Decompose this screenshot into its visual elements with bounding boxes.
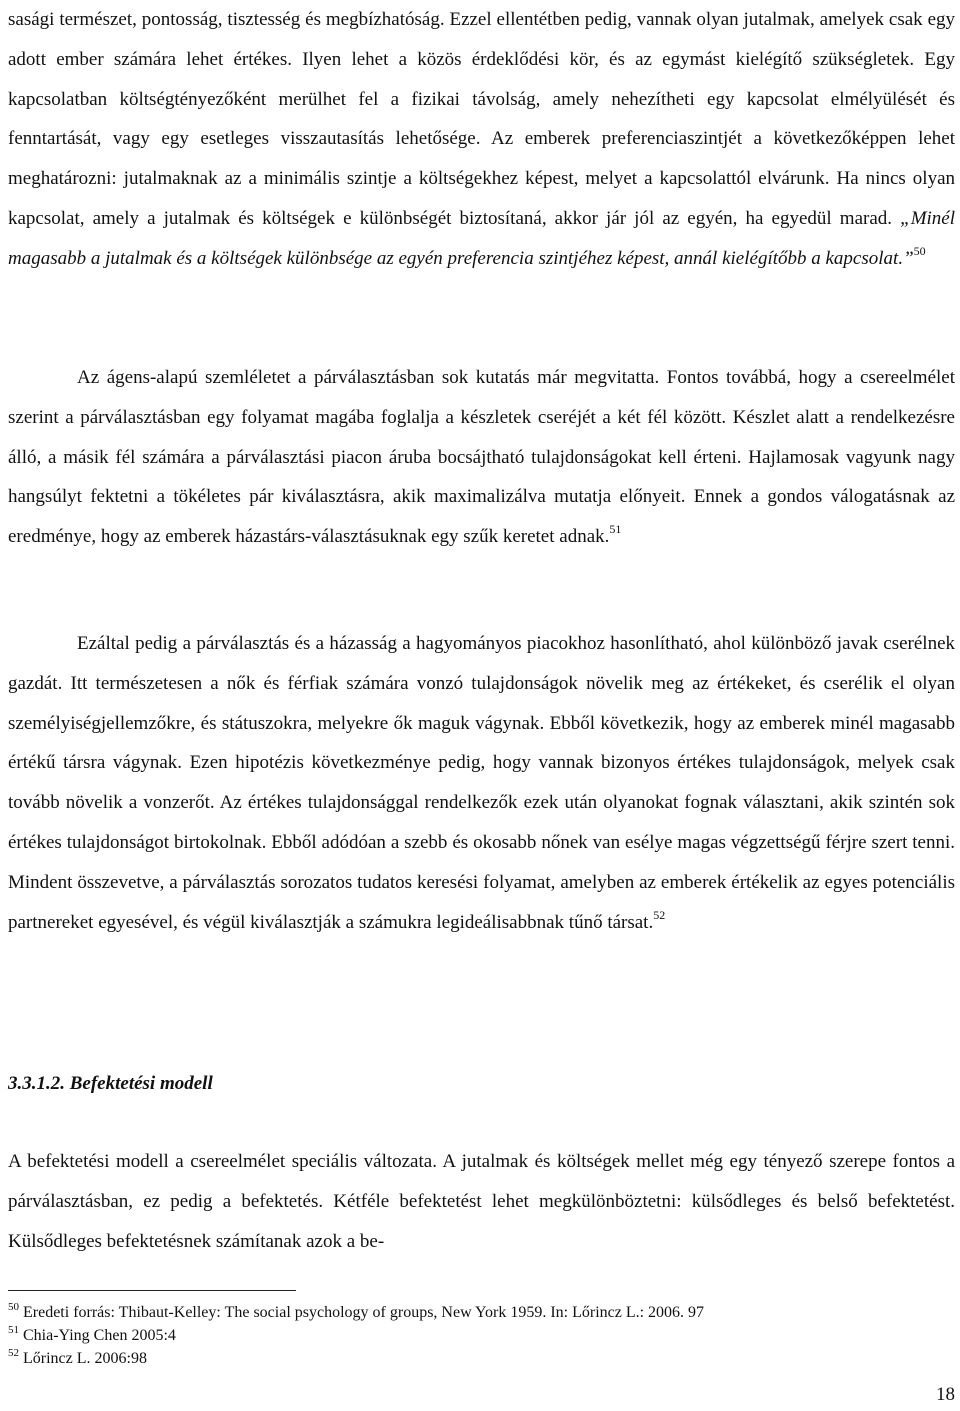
footnote-reference[interactable]: 51 xyxy=(609,522,622,537)
body-paragraph-1 xyxy=(8,0,955,279)
body-paragraph-4: A befektetési modell a csereelmélet speciális változata. A jutalmak és költségek mellet még egy tényező szerepe fontos a párválasztásban, ez pedig a befektetés. Kétféle befektetést lehet megkülönböztetni: külsődleges és belső befektetést. Külsődleges befektetésnek számítanak azok a be- xyxy=(8,1151,955,1252)
page-number: 18 xyxy=(936,1384,955,1405)
footnote-text: Chia-Ying Chen 2005:4 xyxy=(23,1327,176,1344)
body-paragraph-3 xyxy=(8,624,955,942)
footnote-text: Eredeti forrás: Thibaut-Kelley: The social psychology of groups, New York 1959. In: Lőrincz L.: 2006. 97 xyxy=(23,1304,705,1321)
footnote-separator xyxy=(8,1290,296,1291)
footnote-50 xyxy=(8,1302,704,1324)
paragraph-text: Ezáltal pedig a párválasztás és a házasság a hagyományos piacokhoz hasonlítható, ahol különböző javak cserélnek gazdát. Itt természetesen a nők és férfiak számára vonzó tulajdonságok növelik meg az értékeket, és cserélik el olyan személyiségjellemzőkre, és státuszokra, melyekre ők maguk vágynak. Ebből következik, hogy az emberek minél magasabb értékű társra vágynak. Ezen hipotézis következménye pedig, hogy vannak bizonyos értékes tulajdonságok, melyek csak tovább növelik a vonzerőt. Az értékes tulajdonsággal rendelkezők ezek után olyanokat fognak választani, akik szintén sok értékes tulajdonságot birtokolnak. Ebből adódóan a szebb és okosabb nőnek van esélye magas végzettségű férjre szert tenni. Mindent összevetve, a párválasztás sorozatos tudatos keresési folyamat, amelyben az emberek értékelik az egyes potenciális partnereket egyesével, és végül kiválasztják a számukra legideálisabbnak tűnő társat. xyxy=(8,633,955,933)
footnote-reference[interactable]: 52 xyxy=(653,907,666,922)
paragraph-text: sasági természet, pontosság, tisztesség és megbízhatóság. Ezzel ellentétben pedig, vannak olyan jutalmak, amelyek csak egy adott ember számára lehet értékes. Ilyen lehet a közös érdeklődési kör, és az egymást kielégítő szükségletek. Egy kapcsolatban költségtényezőként merülhet fel a fizikai távolság, amely nehezítheti egy kapcsolat elmélyülését és fenntartását, vagy egy esetleges visszautasítás lehetősége. Az emberek preferenciaszintjét a következőképpen lehet meghatározni: jutalmaknak az a minimális szintje a költségekhez képest, melyet a kapcsolattól elvárunk. Ha nincs olyan kapcsolat, amely a jutalmak és költségek e különbségét biztosítaná, akkor jár jól az egyén, ha egyedül marad. xyxy=(8,9,955,229)
body-paragraph-2 xyxy=(8,358,955,557)
footnote-52 xyxy=(8,1348,147,1370)
paragraph-text: Az ágens-alapú szemléletet a párválasztásban sok kutatás már megvitatta. Fontos továbbá, hogy a csereelmélet szerint a párválasztásban egy folyamat magába foglalja a készletek cseréjét a két fél között. Készlet alatt a rendelkezésre álló, a másik fél számára a párválasztási piacon áruba bocsájtható tulajdonságokat kell érteni. Hajlamosak vagyunk nagy hangsúlyt fektetni a tökéletes pár kiválasztásra, akik maximalizálva mutatja előnyeit. Ennek a gondos válogatásnak az eredménye, hogy az emberek házastárs-választásuknak egy szűk keretet adnak. xyxy=(8,367,955,548)
footnote-number: 52 xyxy=(8,1347,19,1359)
footnote-51 xyxy=(8,1325,176,1347)
quotation: „Minél magasabb a jutalmak és a költségek különbsége az egyén preferencia szintjéhez képest, annál kielégítőbb a kapcsolat.” xyxy=(8,207,956,269)
footnote-number: 51 xyxy=(8,1324,19,1336)
footnote-number: 50 xyxy=(8,1301,19,1313)
footnote-reference[interactable]: 50 xyxy=(913,243,926,258)
footnote-text: Lőrincz L. 2006:98 xyxy=(23,1350,147,1367)
section-heading: 3.3.1.2. Befektetési modell xyxy=(8,1073,213,1094)
